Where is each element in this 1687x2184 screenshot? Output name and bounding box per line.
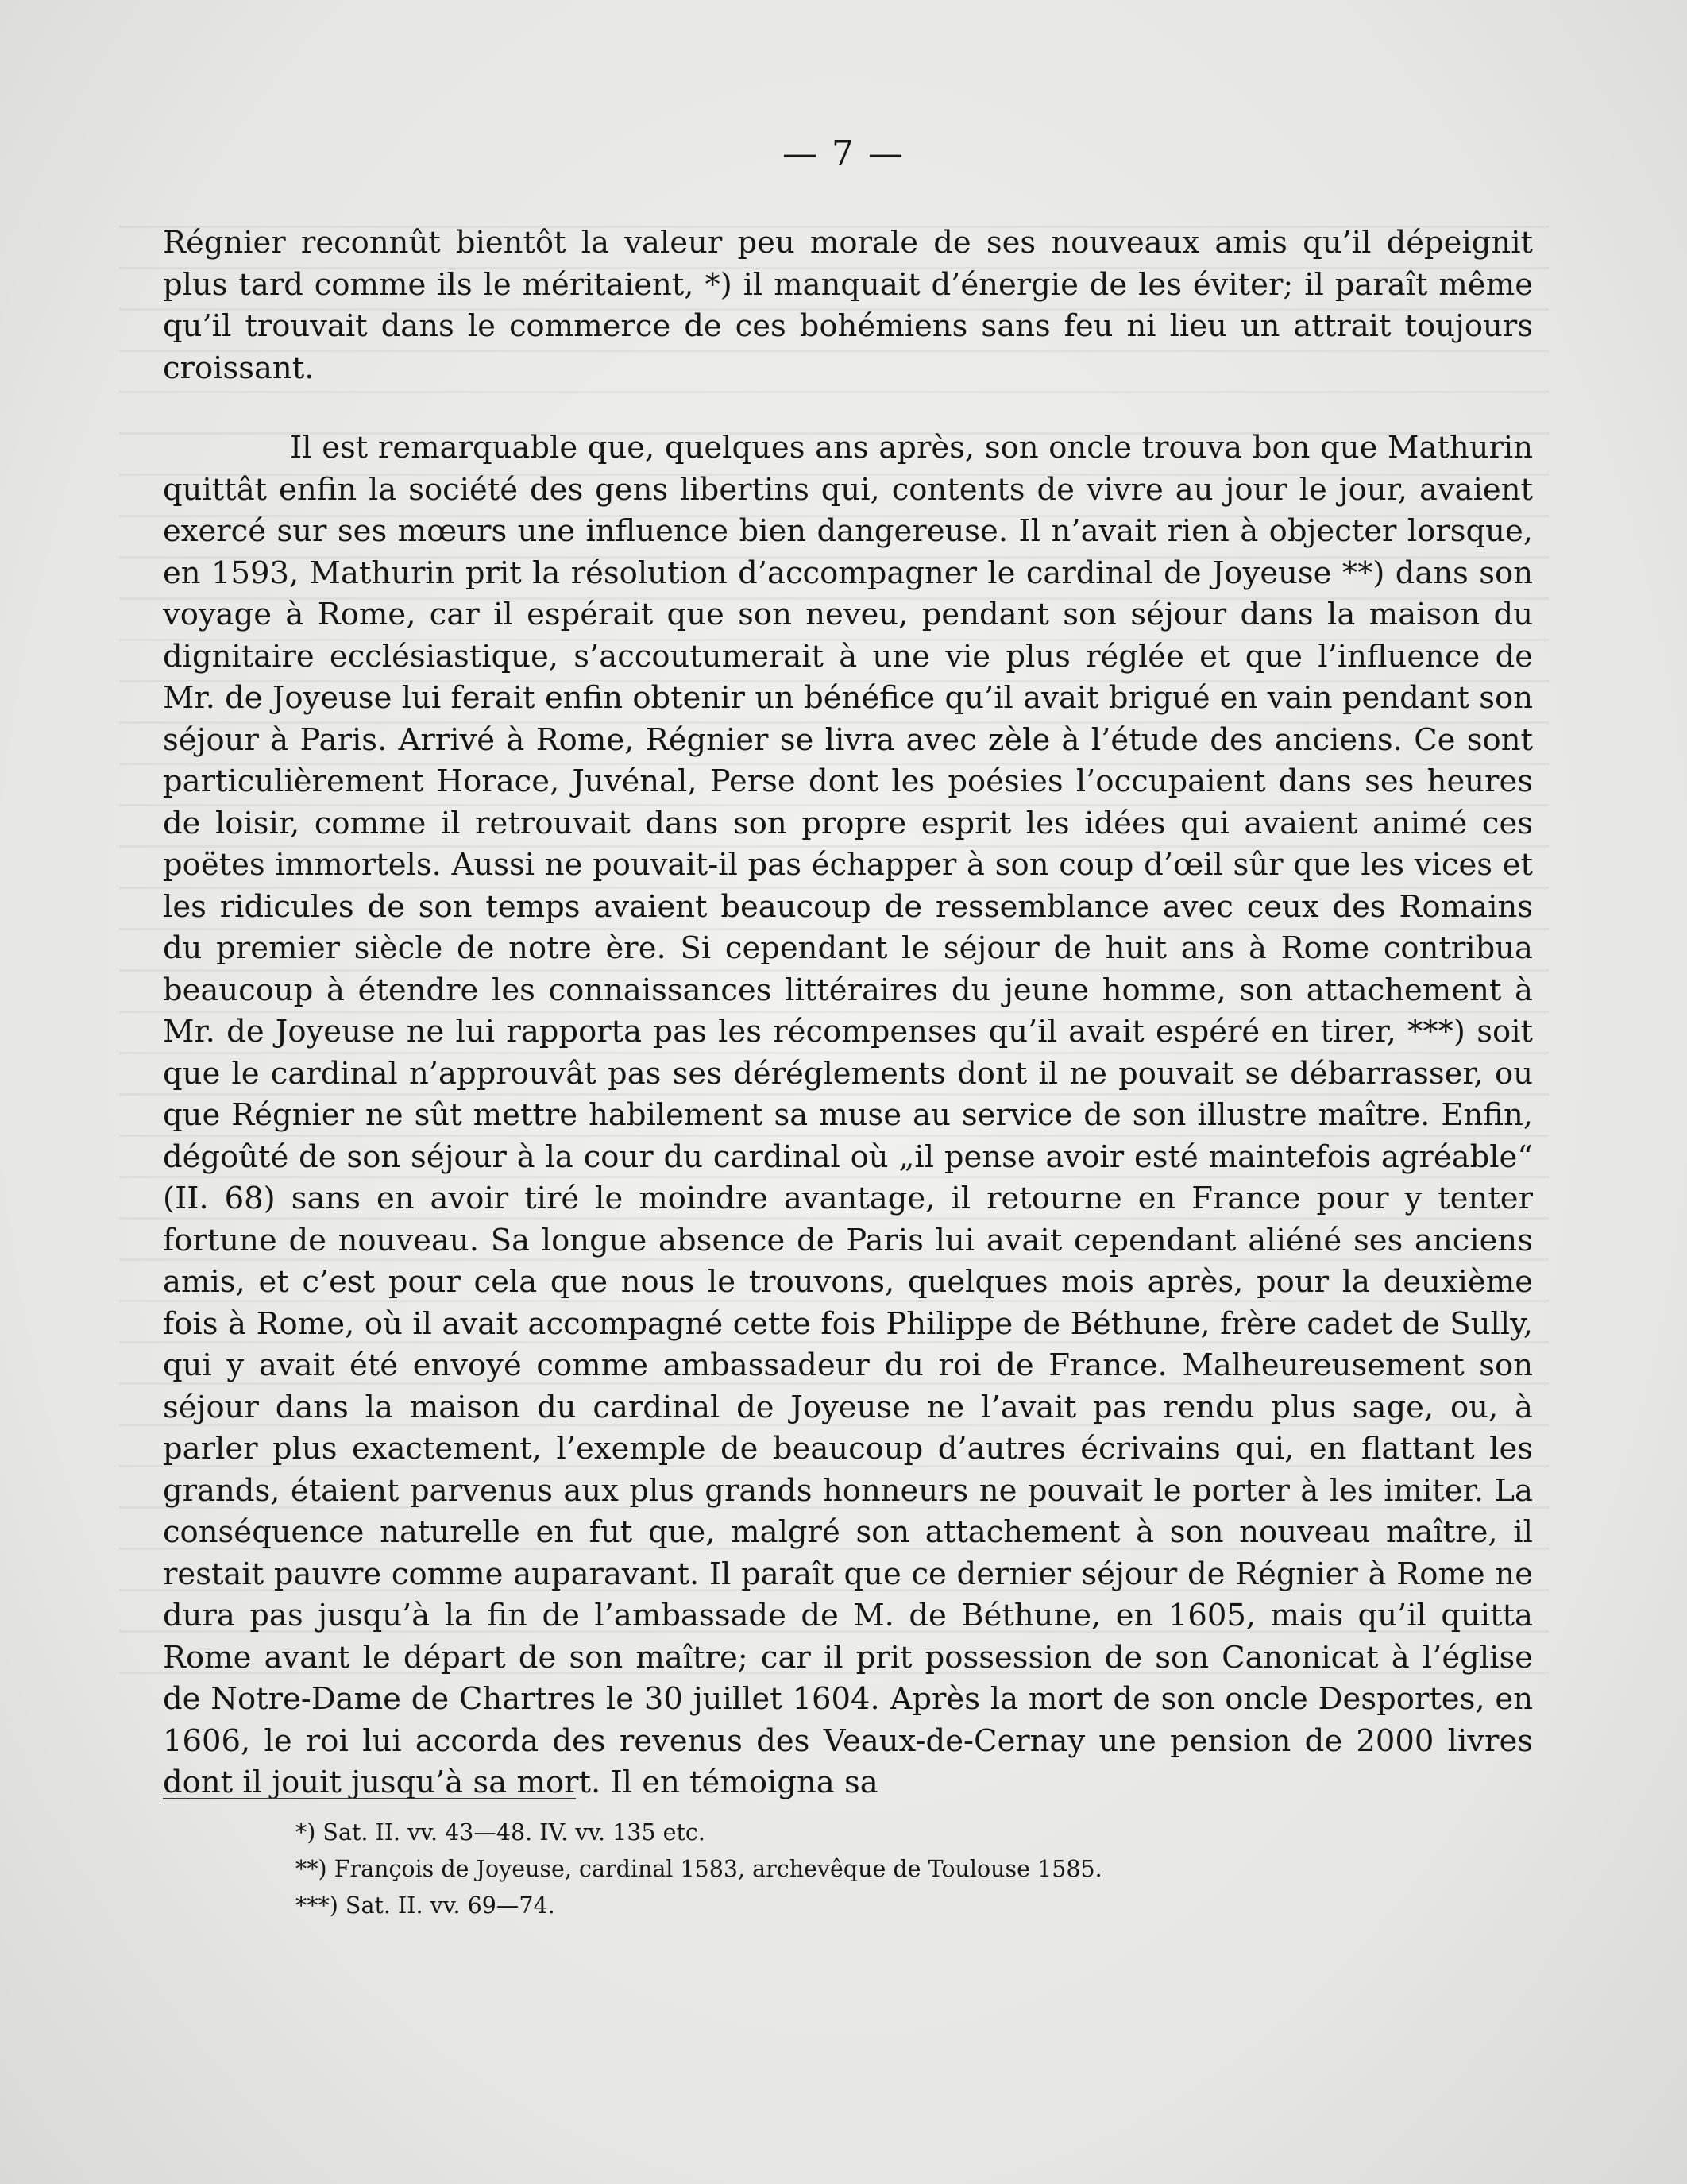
footnote-3: ***) Sat. II. vv. 69—74. bbox=[295, 1892, 555, 1919]
body-text bbox=[163, 222, 1533, 1804]
footnote-2: **) François de Joyeuse, cardinal 1583, archevêque de Toulouse 1585. bbox=[295, 1856, 1102, 1882]
page-number: — 7 — bbox=[782, 133, 905, 174]
paragraph-2: Il est remarquable que, quelques ans après, son oncle trouva bon que Mathurin quittât enfin la société des gens libertins qui, contents de vivre au jour le jour, avaient exercé sur ses mœurs une influence bien dangereuse. Il n’avait rien à objecter lorsque, en 1593, Mathurin prit la résolution d’accompagner le cardinal de Joyeuse **) dans son voyage à Rome, car il espérait que son neveu, pendant son séjour dans la maison du dignitaire ecclésiastique, s’accoutumerait à une vie plus réglée et que l’influence de Mr. de Joyeuse lui ferait enfin obtenir un bénéfice qu’il avait brigué en vain pendant son séjour à Paris. Arrivé à Rome, Régnier se livra avec zèle à l’étude des anciens. Ce sont particulièrement Horace, Juvénal, Perse dont les poésies l’occupaient dans ses heures de loisir, comme il retrouvait dans son propre esprit les idées qui avaient animé ces poëtes immortels. Aussi ne pouvait-il pas échapper à son coup d’œil sûr que les vices et les ridicules de son temps avaient beaucoup de ressemblance avec ceux des Romains du premier siècle de notre ère. Si cependant le séjour de huit ans à Rome contribua beaucoup à étendre les connaissances littéraires du jeune homme, son attachement à Mr. de Joyeuse ne lui rapporta pas les récompenses qu’il avait espéré en tirer, ***) soit que le cardinal n’approuvât pas ses déréglements dont il ne pouvait se débarrasser, ou que Régnier ne sût mettre habilement sa muse au service de son illustre maître. Enfin, dégoûté de son séjour à la cour du cardinal où „il pense avoir esté maintefois agréable“ (II. 68) sans en avoir tiré le moindre avantage, il retourne en France pour y tenter fortune de nouveau. Sa longue absence de Paris lui avait cependant aliéné ses anciens amis, et c’est pour cela que nous le trouvons, quelques mois après, pour la deuxième fois à Rome, où il avait accompagné cette fois Philippe de Béthune, frère cadet de Sully, qui y avait été envoyé comme ambassadeur du roi de France. Malheureusement son séjour dans la maison du cardinal de Joyeuse ne l’avait pas rendu plus sage, ou, à parler plus exactement, l’exemple de beaucoup d’autres écrivains qui, en flattant les grands, étaient parvenus aux plus grands honneurs ne pouvait le porter à les imiter. La conséquence naturelle en fut que, malgré son attachement à son nouveau maître, il restait pauvre comme auparavant. Il paraît que ce dernier séjour de Régnier à Rome ne dura pas jusqu’à la fin de l’ambassade de M. de Béthune, en 1605, mais qu’il quitta Rome avant le départ de son maître; car il prit possession de son Canonicat à l’église de Notre-Dame de Chartres le 30 juillet 1604. Après la mort de son oncle Desportes, en 1606, le roi lui accorda des revenus des Veaux-de-Cernay une pension de 2000 livres dont il jouit jusqu’à sa mort. Il en témoigna sa bbox=[163, 430, 1533, 1800]
paragraph-1: Régnier reconnût bientôt la valeur peu morale de ses nouveaux amis qu’il dépeignit plus tard comme ils le méritaient, *) il manquait d’énergie de les éviter; il paraît même qu’il trouvait dans le commerce de ces bohémiens sans feu ni lieu un attrait toujours croissant. bbox=[163, 225, 1533, 386]
footnotes bbox=[295, 1815, 1487, 1924]
footnote-1: *) Sat. II. vv. 43—48. IV. vv. 135 etc. bbox=[295, 1819, 705, 1846]
footnote-rule bbox=[163, 1798, 576, 1799]
